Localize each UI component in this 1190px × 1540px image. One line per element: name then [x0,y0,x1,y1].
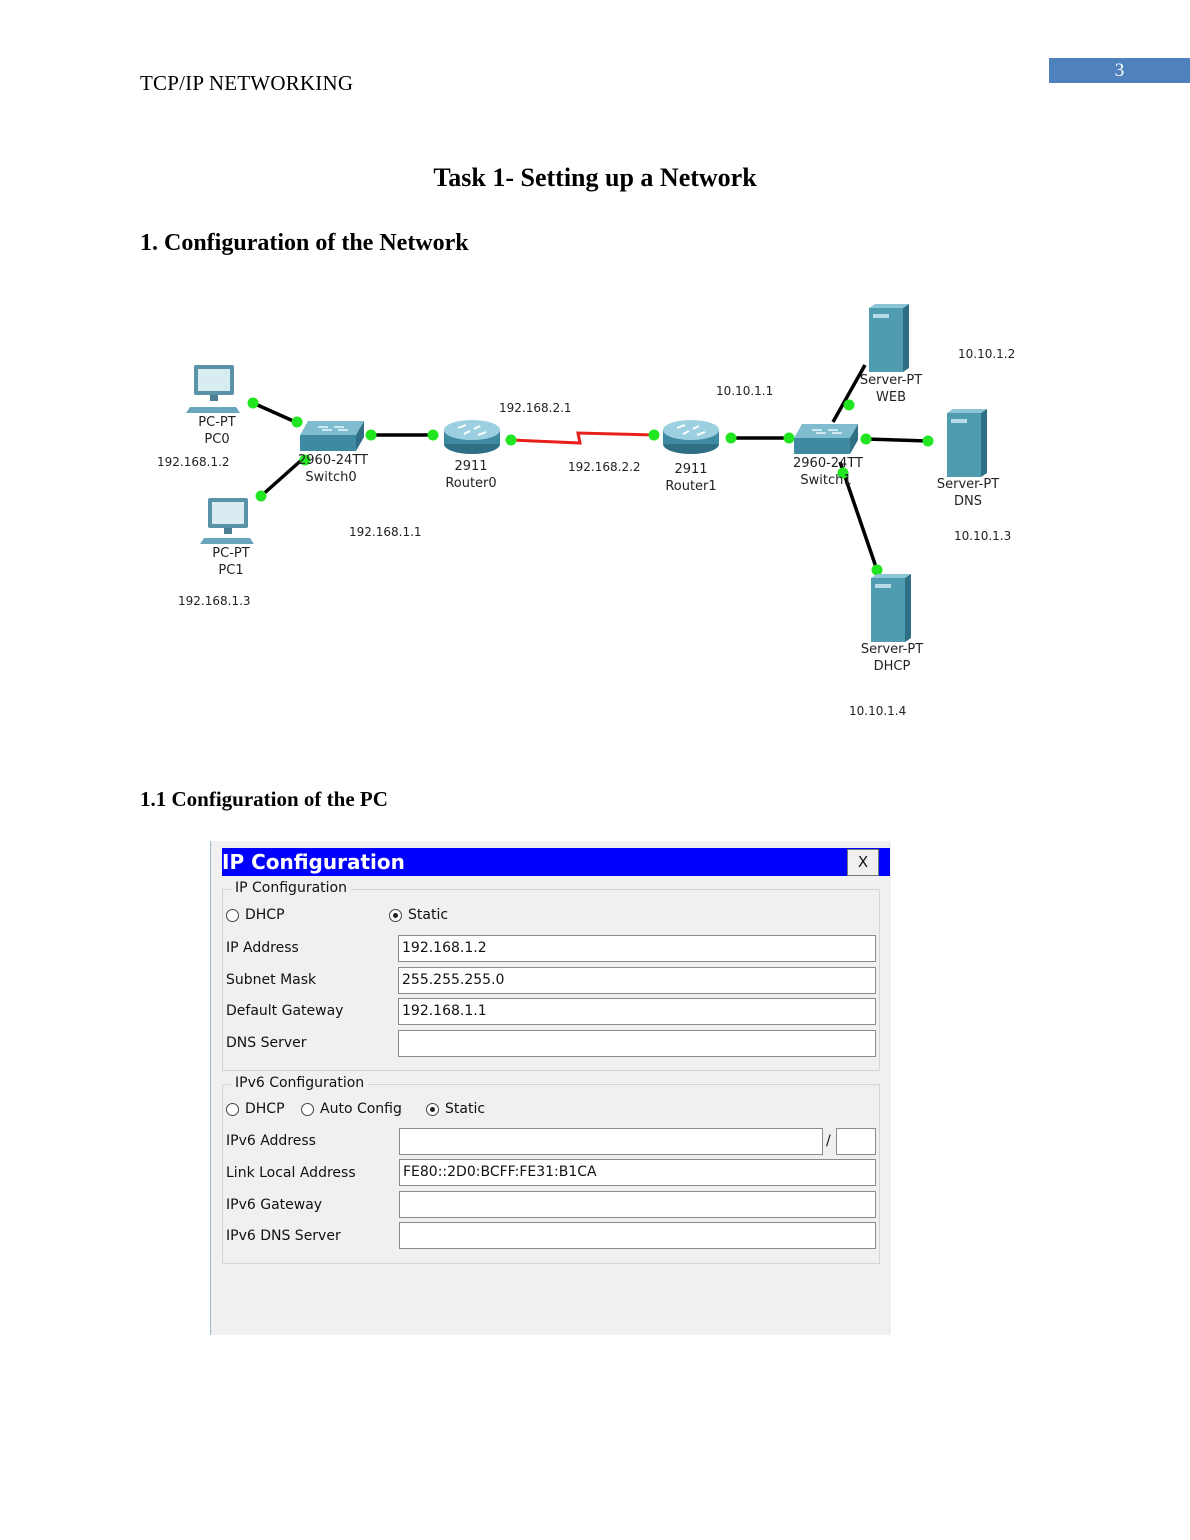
pc1-icon [200,498,254,544]
pc0-ip-label: 192.168.1.2 [157,455,230,469]
pc1-model-label: PC-PT [212,546,250,561]
network-topology-diagram [140,290,1060,740]
ipv6-dns-label: IPv6 DNS Server [226,1228,341,1244]
switch0-model-label: 2960-24TT [298,453,368,468]
page-number: 3 [1049,58,1190,83]
link-local-label: Link Local Address [226,1165,356,1181]
pc1-name-label: PC1 [218,563,244,578]
router0-name-label: Router0 [445,476,497,491]
prefix-separator: / [826,1133,831,1149]
server-dns-name-label: DNS [954,494,982,509]
link-local-field[interactable]: FE80::2D0:BCFF:FE31:B1CA [399,1159,876,1186]
port-dot [256,491,267,502]
pc1-ip-label: 192.168.1.3 [178,594,251,608]
port-dot [923,436,934,447]
ipv6-static-radio[interactable] [426,1101,485,1117]
close-button[interactable]: X [847,849,879,876]
ipv6-address-label: IPv6 Address [226,1133,316,1149]
radio-checked-icon [426,1103,439,1116]
ip-address-label: IP Address [226,940,299,956]
ipv6-gateway-label: IPv6 Gateway [226,1197,323,1213]
switch0-ip-label: 192.168.1.1 [349,525,422,539]
ip-address-field[interactable]: 192.168.1.2 [398,935,876,962]
server-dhcp-icon [871,574,911,642]
subnet-mask-label: Subnet Mask [226,972,317,988]
port-dot [506,435,517,446]
ipv4-dhcp-label: DHCP [245,907,285,923]
ipv4-dhcp-radio[interactable] [226,907,285,923]
server-dns-icon [947,409,987,477]
ipv4-static-label: Static [408,907,449,923]
default-gateway-field[interactable]: 192.168.1.1 [398,998,876,1025]
port-dot [861,434,872,445]
router1-name-label: Router1 [665,479,717,494]
router0-icon [444,420,500,454]
port-dot [366,430,377,441]
pc0-icon [186,365,240,413]
server-web-name-label: WEB [876,390,906,405]
link-switch1-dns [866,439,928,441]
server-web-model-label: Server-PT [859,373,923,388]
server-dhcp-ip-label: 10.10.1.4 [849,704,907,718]
switch1-icon [794,424,858,454]
running-head: TCP/IP NETWORKING [140,71,354,95]
port-dot [649,430,660,441]
radio-unchecked-icon [226,1103,239,1116]
dns-server-label: DNS Server [226,1035,307,1051]
link-router0-router1-serial [511,433,654,443]
port-dot [844,400,855,411]
switch1-model-label: 2960-24TT [793,456,863,471]
ip-configuration-window [210,841,891,1335]
subnet-mask-field[interactable]: 255.255.255.0 [398,967,876,994]
radio-unchecked-icon [226,909,239,922]
radio-unchecked-icon [301,1103,314,1116]
ipv6-dns-field[interactable] [399,1222,876,1249]
port-dot [872,565,883,576]
port-dot [428,430,439,441]
radio-checked-icon [389,909,402,922]
ipv6-address-field[interactable] [399,1128,823,1155]
window-title: IP Configuration [222,850,405,874]
router1-ip-label: 192.168.2.2 [568,460,641,474]
ipv6-prefix-field[interactable] [836,1128,876,1155]
router1-icon [663,420,719,454]
switch1-ip-label: 10.10.1.1 [716,384,774,398]
port-dot [292,417,303,428]
page-title: Task 1- Setting up a Network [433,163,757,192]
ipv6-group-label: IPv6 Configuration [231,1075,368,1091]
ipv4-static-radio[interactable] [389,907,448,923]
router1-model-label: 2911 [674,462,708,477]
window-titlebar[interactable] [222,848,890,876]
switch0-icon [300,421,364,451]
router0-model-label: 2911 [454,459,488,474]
switch0-name-label: Switch0 [305,470,357,485]
server-dns-ip-label: 10.10.1.3 [954,529,1012,543]
server-web-icon [869,304,909,372]
server-dns-model-label: Server-PT [936,477,1000,492]
ipv6-dhcp-radio[interactable] [226,1101,285,1117]
ipv6-static-label: Static [445,1101,486,1117]
server-web-ip-label: 10.10.1.2 [958,347,1016,361]
server-dhcp-model-label: Server-PT [860,642,924,657]
ipv6-dhcp-label: DHCP [245,1101,285,1117]
subsection-heading: 1.1 Configuration of the PC [140,787,388,811]
port-dot [726,433,737,444]
server-dhcp-name-label: DHCP [873,659,911,674]
pc0-model-label: PC-PT [198,415,236,430]
ipv6-auto-config-radio[interactable] [301,1101,402,1117]
pc0-name-label: PC0 [204,432,230,447]
dns-server-field[interactable] [398,1030,876,1057]
router0-ip-label: 192.168.2.1 [499,401,572,415]
port-dot [248,398,259,409]
default-gateway-label: Default Gateway [226,1003,344,1019]
section-heading: 1. Configuration of the Network [140,230,469,256]
switch1-name-label: Switch1 [800,473,852,488]
ipv6-gateway-field[interactable] [399,1191,876,1218]
ipv4-group-label: IP Configuration [231,880,351,896]
ipv6-auto-config-label: Auto Config [320,1101,402,1117]
port-dot [784,433,795,444]
